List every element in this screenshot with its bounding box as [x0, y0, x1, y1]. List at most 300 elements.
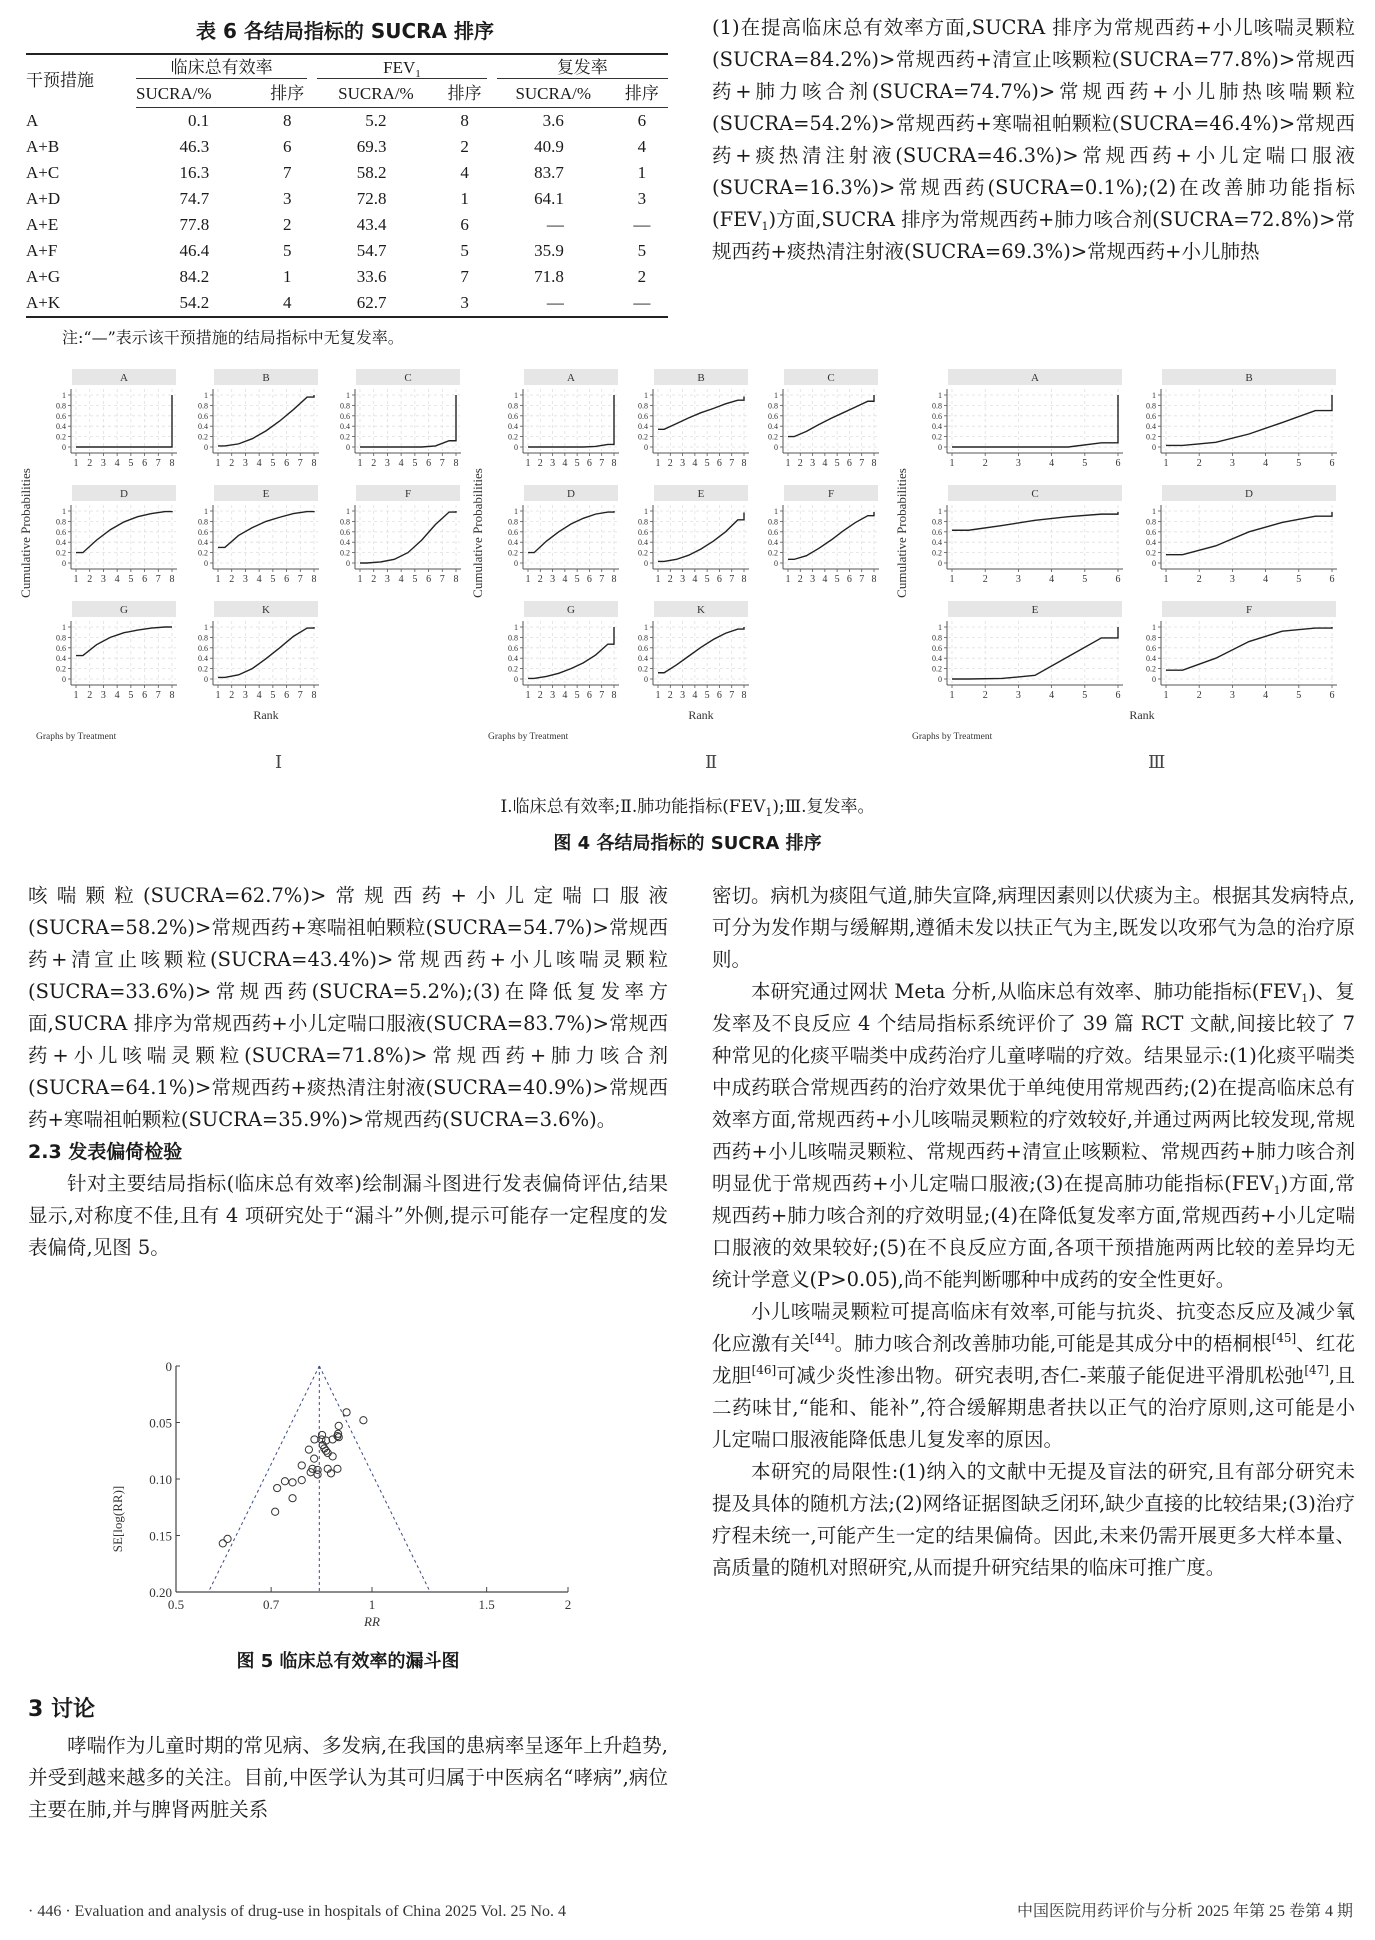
y-tick-label: 1: [62, 507, 66, 516]
sucra-cell: 72.8: [356, 189, 387, 208]
y-tick-label: 0.2: [932, 432, 942, 442]
x-tick-label: 4: [256, 458, 262, 469]
x-tick-label: 2: [564, 1597, 572, 1612]
y-tick-label: 0.4: [638, 654, 648, 664]
y-tick-label: 1: [1152, 623, 1156, 632]
y-tick-label: 0.2: [932, 548, 942, 558]
y-tick-label: 0: [62, 559, 66, 568]
facet-K: [638, 601, 749, 701]
x-tick-label: 4: [822, 458, 828, 469]
y-tick-label: 0.2: [508, 548, 518, 558]
x-tick-label: 5: [128, 690, 134, 701]
study-point: [298, 1462, 305, 1469]
group-label-recurrence: 复发率: [497, 58, 668, 79]
citation-45[interactable]: [45]: [1271, 1331, 1297, 1345]
y-tick-label: 1: [514, 623, 518, 632]
study-point: [224, 1535, 231, 1542]
x-tick-label: 5: [574, 574, 580, 585]
sucra-table: [26, 53, 668, 318]
rank-cell: 1: [283, 267, 292, 286]
y-tick-label: 0: [644, 559, 648, 568]
rank-cell: 5: [460, 241, 469, 260]
x-tick-label: 4: [256, 690, 262, 701]
rank-cell: 5: [283, 241, 292, 260]
sucra-curve: [528, 511, 614, 553]
rank-cell: 6: [637, 111, 647, 130]
x-tick-label: 1: [357, 574, 363, 585]
rank-cell: 7: [283, 163, 292, 182]
y-tick-label: 0.6: [56, 643, 66, 653]
study-point: [289, 1495, 296, 1502]
facet-F: [1146, 601, 1337, 701]
x-tick-label: 3: [242, 458, 248, 469]
x-tick-label: 4: [398, 458, 404, 469]
x-tick-label: 6: [846, 574, 852, 585]
x-tick-label: 3: [100, 690, 106, 701]
y-tick-label: 0.2: [508, 664, 518, 674]
facet-B: [1146, 369, 1337, 469]
y-tick-label: 0: [204, 675, 208, 684]
y-tick-label: 0: [62, 675, 66, 684]
x-tick-label: 6: [426, 574, 432, 585]
sucra-curve: [952, 627, 1118, 679]
rank-cell: 6: [283, 137, 292, 156]
x-tick-label: 7: [599, 574, 605, 585]
x-tick-label: 5: [574, 690, 580, 701]
x-tick-label: 2: [87, 690, 93, 701]
study-point: [311, 1436, 318, 1443]
x-tick-label: 5: [834, 574, 840, 585]
y-tick-label: 1: [1152, 391, 1156, 400]
table-row: [26, 264, 668, 290]
x-tick-label: 5: [270, 458, 276, 469]
group-label-fev1: $FEV_1$: [317, 58, 486, 79]
x-tick-label: 8: [311, 574, 317, 585]
facet-G: [508, 601, 619, 701]
x-tick-label: 7: [155, 458, 161, 469]
y-tick-label: 0.6: [508, 527, 518, 537]
x-tick-label: 7: [599, 458, 605, 469]
x-tick-label: 2: [1196, 690, 1202, 701]
x-tick-label: 3: [550, 690, 556, 701]
y-axis-label: Cumulative Probabilities: [470, 468, 485, 598]
x-tick-label: 5: [412, 574, 418, 585]
y-tick-label: 1: [644, 391, 648, 400]
x-tick-label: 5: [1082, 458, 1088, 469]
figure-4-title: 图 4 各结局指标的 SUCRA 排序: [553, 833, 822, 854]
y-tick-label: 1: [514, 391, 518, 400]
x-tick-label: 2: [1196, 574, 1202, 585]
sucra-curve: [1166, 395, 1332, 445]
facet-C: [340, 369, 461, 469]
x-tick-label: 2: [537, 458, 543, 469]
x-tick-label: 4: [256, 574, 262, 585]
x-tick-label: 4: [114, 458, 120, 469]
facet-title: C: [827, 372, 835, 384]
x-tick-label: 6: [586, 458, 592, 469]
x-tick-label: 8: [453, 458, 459, 469]
sucra-cell: 5.2: [365, 111, 387, 130]
x-tick-label: 6: [1329, 574, 1335, 585]
x-tick-label: 7: [297, 690, 303, 701]
rank-cell: 1: [460, 189, 469, 208]
y-tick-label: 0.8: [932, 401, 942, 411]
y-tick-label: 0.8: [508, 517, 518, 527]
study-point: [334, 1465, 341, 1472]
table-row: [26, 160, 668, 186]
y-tick-label: 1: [938, 391, 942, 400]
intervention-cell: A+E: [26, 215, 59, 234]
y-tick-label: 0: [1152, 443, 1156, 452]
x-tick-label: 2: [371, 574, 377, 585]
col-intervention: 干预措施: [26, 54, 136, 108]
x-axis-label: Rank: [688, 708, 714, 722]
sucra-curve: [218, 627, 314, 677]
y-tick-label: 0.4: [340, 422, 350, 432]
facet-title: F: [404, 488, 412, 500]
group-header: [136, 54, 313, 81]
x-tick-label: 3: [810, 458, 816, 469]
y-tick-label: 0.6: [1146, 411, 1156, 421]
table-note: 注:“—”表示该干预措施的结局指标中无复发率。: [62, 328, 404, 347]
y-tick-label: 1: [644, 623, 648, 632]
facet-A: [932, 369, 1123, 469]
study-point: [272, 1508, 279, 1515]
y-tick-label: 0.8: [508, 401, 518, 411]
y-tick-label: 0.8: [56, 401, 66, 411]
y-tick-label: 0.4: [198, 538, 208, 548]
y-tick-label: 0: [1152, 559, 1156, 568]
x-tick-label: 6: [1115, 690, 1121, 701]
x-tick-label: 1: [525, 690, 531, 701]
table-body: [26, 108, 668, 318]
y-tick-label: 1: [514, 507, 518, 516]
y-tick-label: 0: [644, 675, 648, 684]
x-axis-label: Rank: [253, 708, 279, 722]
x-axis-label: RR: [364, 1614, 380, 1629]
y-tick-label: 0.2: [638, 664, 648, 674]
x-tick-label: 7: [859, 574, 865, 585]
facet-title: A: [567, 372, 575, 384]
sucra-curve: [658, 627, 744, 673]
x-tick-label: 2: [982, 458, 988, 469]
facet-title: C: [1031, 488, 1039, 500]
y-tick-label: 0.4: [1146, 422, 1156, 432]
y-tick-label: 0.20: [149, 1585, 172, 1600]
sucra-cell: 40.9: [534, 137, 564, 156]
y-tick-label: 0.05: [149, 1415, 172, 1431]
x-tick-label: 7: [729, 690, 735, 701]
y-tick-label: 0.2: [198, 664, 208, 674]
y-tick-label: 0.8: [932, 633, 942, 643]
rank-cell: 6: [460, 215, 469, 234]
figure-5-funnel-plot: [100, 1356, 620, 1640]
x-tick-label: 6: [586, 690, 592, 701]
sucra-cell: 64.1: [534, 189, 564, 208]
x-tick-label: 4: [692, 690, 698, 701]
y-tick-label: 0.8: [638, 517, 648, 527]
facet-B: [638, 369, 749, 469]
x-tick-label: 6: [716, 690, 722, 701]
sucra-cell: 0.1: [187, 111, 210, 130]
y-tick-label: 0.8: [198, 401, 208, 411]
x-tick-label: 1: [1163, 458, 1169, 469]
y-tick-label: 0.4: [638, 538, 648, 548]
x-tick-label: 3: [1229, 574, 1235, 585]
x-tick-label: 5: [270, 690, 276, 701]
y-tick-label: 0.4: [768, 422, 778, 432]
funnel-left-bound: [208, 1366, 319, 1592]
facet-G: [56, 601, 177, 701]
x-tick-label: 3: [1229, 458, 1235, 469]
y-tick-label: 0.2: [932, 664, 942, 674]
sucra-cell: —: [491, 290, 616, 317]
facet-title: A: [1031, 372, 1039, 384]
facet-F: [340, 485, 461, 585]
facet-E: [638, 485, 749, 585]
rank-cell: 1: [637, 163, 647, 182]
y-tick-label: 0.8: [1146, 401, 1156, 411]
y-tick-label: 0.4: [638, 422, 648, 432]
y-tick-label: 0.10: [149, 1472, 172, 1487]
y-tick-label: 0: [165, 1359, 172, 1374]
facet-title: E: [262, 488, 270, 500]
facet-title: E: [1031, 604, 1039, 616]
y-tick-label: 1: [938, 623, 942, 632]
x-tick-label: 8: [169, 574, 175, 585]
y-tick-label: 0.8: [768, 517, 778, 527]
x-tick-label: 4: [1263, 458, 1269, 469]
x-tick-label: 8: [169, 690, 175, 701]
sucra-cell: 35.9: [534, 241, 564, 260]
sucra-curve: [218, 395, 314, 446]
y-tick-label: 0.8: [638, 633, 648, 643]
x-tick-label: 1: [215, 690, 221, 701]
study-point: [329, 1453, 336, 1460]
x-tick-label: 6: [142, 690, 148, 701]
x-tick-label: 8: [611, 458, 617, 469]
x-tick-label: 5: [704, 574, 710, 585]
y-tick-label: 0.6: [768, 527, 778, 537]
y-tick-label: 0.8: [768, 401, 778, 411]
y-tick-label: 0.4: [1146, 538, 1156, 548]
y-tick-label: 1: [62, 623, 66, 632]
x-tick-label: 8: [611, 690, 617, 701]
intervention-cell: A+K: [26, 290, 136, 317]
y-tick-label: 0.8: [198, 517, 208, 527]
study-point: [274, 1484, 281, 1491]
panel-label-2: Ⅱ: [705, 752, 718, 773]
x-tick-label: 6: [284, 458, 290, 469]
sucra-cell: 46.4: [179, 241, 210, 260]
study-point: [343, 1409, 350, 1416]
facet-A: [508, 369, 619, 469]
x-tick-label: 8: [169, 458, 175, 469]
citation-44[interactable]: [44]: [809, 1331, 835, 1345]
x-tick-label: 1: [215, 458, 221, 469]
graphs-note: Graphs by Treatment: [912, 732, 993, 742]
table-row: [26, 186, 668, 212]
x-tick-label: 2: [667, 574, 673, 585]
sucra-curve: [658, 513, 744, 562]
y-tick-label: 0.2: [1146, 664, 1156, 674]
y-tick-label: 0.8: [932, 517, 942, 527]
x-tick-label: 1: [368, 1597, 376, 1612]
panel-label-1: Ⅰ: [275, 752, 283, 773]
x-tick-label: 1: [525, 574, 531, 585]
x-tick-label: 6: [716, 574, 722, 585]
sucra-cell: 69.3: [356, 137, 387, 156]
panel-label-3: Ⅲ: [1148, 752, 1166, 773]
discussion-paragraph-2: 小儿咳喘灵颗粒可提高临床有效率,可能与抗炎、抗变态反应及减少氧化应激有关[44]。肺力咳合剂改善肺功能,可能是其成分中的梧桐根[45]、红花龙胆[46]可减少炎性渗出物。研究表明,杏仁-莱菔子能促进平滑肌松弛[47],且二药味甘,“能和、能补”,符合缓解期患者扶以正气的治疗原则,这可能是小儿定喘口服液能降低患儿复发率的原因。: [712, 1300, 1355, 1451]
facet-title: A: [120, 372, 128, 384]
y-tick-label: 0.6: [638, 411, 648, 421]
citation-46[interactable]: [46]: [751, 1363, 777, 1377]
x-tick-label: 6: [142, 574, 148, 585]
citation-47[interactable]: [47]: [1304, 1363, 1329, 1377]
x-axis-label: Rank: [1129, 708, 1155, 722]
sub-header: SUCRA/%: [491, 81, 616, 108]
x-tick-label: 4: [1049, 574, 1055, 585]
x-tick-label: 6: [284, 690, 290, 701]
rank-cell: 7: [460, 267, 469, 286]
intervention-cell: A: [26, 110, 39, 130]
x-tick-label: 2: [797, 458, 803, 469]
x-tick-label: 1: [73, 690, 79, 701]
y-tick-label: 0: [204, 443, 208, 452]
rank-cell: 8: [283, 111, 292, 130]
facet-title: K: [697, 604, 705, 616]
x-tick-label: 7: [297, 458, 303, 469]
x-tick-label: 5: [128, 574, 134, 585]
x-tick-label: 7: [599, 690, 605, 701]
facet-title: C: [404, 372, 412, 384]
x-tick-label: 5: [834, 458, 840, 469]
y-tick-label: 0.6: [198, 643, 208, 653]
y-tick-label: 1: [346, 391, 350, 400]
y-tick-label: 0.4: [1146, 654, 1156, 664]
x-tick-label: 2: [537, 574, 543, 585]
y-axis-label: Cumulative Probabilities: [18, 468, 33, 598]
y-tick-label: 0: [938, 675, 942, 684]
y-tick-label: 0: [514, 559, 518, 568]
x-tick-label: 3: [384, 458, 390, 469]
y-tick-label: 1: [774, 391, 778, 400]
y-tick-label: 0: [346, 559, 350, 568]
y-tick-label: 0.4: [198, 654, 208, 664]
x-tick-label: 3: [242, 574, 248, 585]
rank-cell: 4: [261, 290, 313, 317]
rank-cell: 3: [637, 189, 647, 208]
sucra-cell: 33.6: [356, 267, 387, 286]
study-point: [219, 1540, 226, 1547]
y-tick-label: 0: [204, 559, 208, 568]
facet-title: B: [262, 372, 270, 384]
x-tick-label: 2: [537, 690, 543, 701]
y-tick-label: 0.8: [56, 517, 66, 527]
group-label-efficacy: 临床总有效率: [136, 58, 307, 79]
y-tick-label: 0.4: [508, 538, 518, 548]
y-tick-label: 1: [204, 623, 208, 632]
x-tick-label: 3: [1015, 574, 1021, 585]
y-tick-label: 0: [774, 443, 778, 452]
facet-F: [768, 485, 879, 585]
x-tick-label: 1: [949, 574, 955, 585]
x-tick-label: 2: [667, 690, 673, 701]
x-tick-label: 1: [1163, 690, 1169, 701]
x-tick-label: 1: [525, 458, 531, 469]
x-tick-label: 2: [229, 458, 235, 469]
x-tick-label: 4: [562, 574, 568, 585]
x-tick-label: 3: [680, 574, 686, 585]
table-row: [26, 238, 668, 264]
y-tick-label: 0.8: [340, 517, 350, 527]
y-tick-label: 1: [204, 507, 208, 516]
rank-cell: 3: [439, 290, 491, 317]
y-tick-label: 0: [514, 675, 518, 684]
study-point: [360, 1417, 367, 1424]
y-tick-label: 0.4: [56, 422, 66, 432]
study-point: [298, 1477, 305, 1484]
results-paragraph: (1)在提高临床总有效率方面,SUCRA 排序为常规西药+小儿咳喘灵颗粒(SUCRA=84.2%)>常规西药+清宣止咳颗粒(SUCRA=77.8%)>常规西药+肺力咳合剂(SUCRA=74.7%)>常规西药+小儿肺热咳喘颗粒(SUCRA=54.2%)>常规西药+寒喘祖帕颗粒(SUCRA=46.4%)>常规西药+痰热清注射液(SUCRA=46.3%)>常规西药+小儿定喘口服液(SUCRA=16.3%)>常规西药(SUCRA=0.1%);(2)在改善肺功能指标$(FEV_1)$方面,SUCRA 排序为常规西药+肺力咳合剂(SUCRA=72.8%)>常规西药+痰热清注射液(SUCRA=69.3%)>常规西药+小儿肺热: [712, 16, 1355, 263]
y-tick-label: 0.2: [1146, 548, 1156, 558]
x-tick-label: 6: [846, 458, 852, 469]
facet-title: F: [827, 488, 835, 500]
y-tick-label: 0.4: [56, 538, 66, 548]
facet-D: [1146, 485, 1337, 585]
x-tick-label: 6: [142, 458, 148, 469]
section-3-heading: 3 讨论: [28, 1697, 95, 1722]
rank-cell: —: [633, 215, 651, 234]
y-tick-label: 0.8: [638, 401, 648, 411]
sucra-cell: 54.7: [356, 241, 387, 260]
x-tick-label: 2: [87, 458, 93, 469]
x-tick-label: 7: [439, 458, 445, 469]
facet-title: B: [1245, 372, 1253, 384]
x-tick-label: 7: [729, 574, 735, 585]
y-tick-label: 0.6: [638, 643, 648, 653]
x-tick-label: 7: [297, 574, 303, 585]
x-tick-label: 3: [1229, 690, 1235, 701]
y-tick-label: 0.2: [198, 432, 208, 442]
y-tick-label: 0: [1152, 675, 1156, 684]
y-tick-label: 0: [62, 443, 66, 452]
study-point: [289, 1479, 296, 1486]
facet-title: G: [120, 604, 128, 616]
x-tick-label: 8: [311, 458, 317, 469]
x-tick-label: 5: [412, 458, 418, 469]
facet-title: B: [697, 372, 705, 384]
rank-cell: 3: [283, 189, 292, 208]
y-tick-label: 0.2: [768, 548, 778, 558]
sub-header: 排序: [616, 81, 668, 108]
x-tick-label: 4: [692, 574, 698, 585]
y-tick-label: 0.4: [56, 654, 66, 664]
y-tick-label: 0.2: [638, 432, 648, 442]
x-tick-label: 5: [1082, 574, 1088, 585]
y-tick-label: 0.4: [508, 422, 518, 432]
x-tick-label: 3: [1015, 690, 1021, 701]
intervention-cell: A+B: [26, 137, 60, 156]
y-tick-label: 0.8: [1146, 633, 1156, 643]
x-tick-label: 1: [949, 690, 955, 701]
section-2-3-heading: 2.3 发表偏倚检验: [28, 1141, 183, 1163]
x-tick-label: 1: [655, 458, 661, 469]
x-tick-label: 1: [785, 574, 791, 585]
x-tick-label: 8: [453, 574, 459, 585]
y-tick-label: 0.2: [1146, 432, 1156, 442]
table-title: 表 6 各结局指标的 SUCRA 排序: [196, 19, 494, 43]
